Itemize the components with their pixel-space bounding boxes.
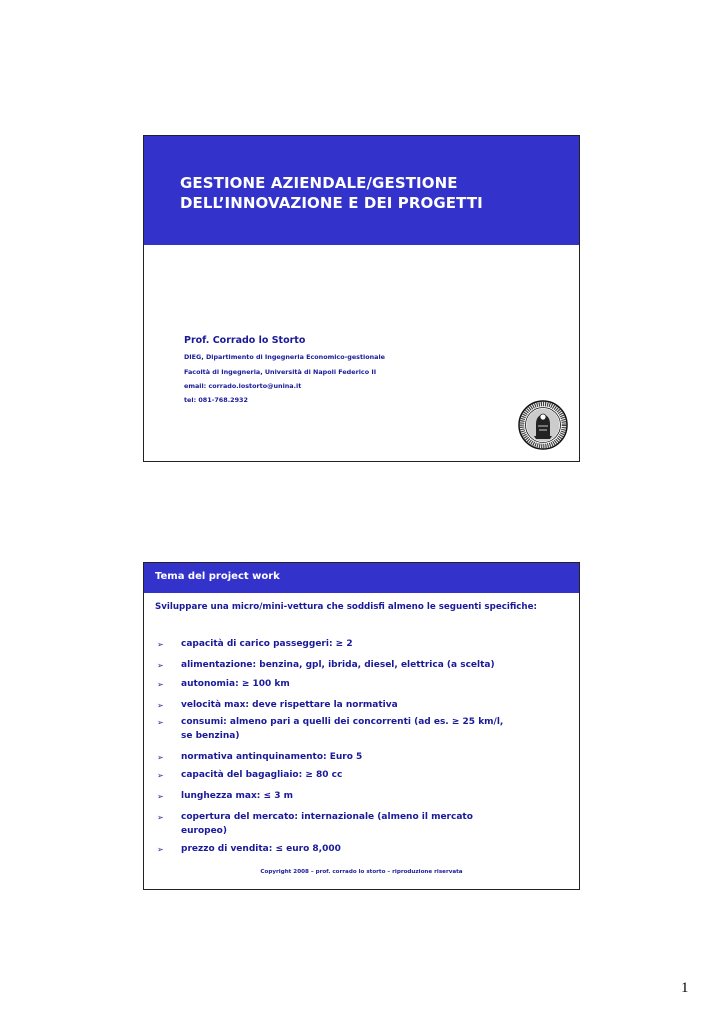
title-banner <box>144 136 579 245</box>
intro-text: Sviluppare una micro/mini-vettura che soddisfi almeno le seguenti specifiche: <box>155 602 537 612</box>
list-item: lunghezza max: ≤ 3 m <box>181 791 293 801</box>
professor-name: Prof. Corrado lo Storto <box>184 335 306 346</box>
email-line: email: corrado.lostorto@unina.it <box>184 382 302 390</box>
university-seal-icon <box>518 400 568 450</box>
arrow-bullet-icon: ➢ <box>157 661 164 670</box>
slide-title-line-2: DELL’INNOVAZIONE E DEI PROGETTI <box>180 194 483 212</box>
content-slide-header <box>144 563 579 593</box>
arrow-bullet-icon: ➢ <box>157 640 164 649</box>
arrow-bullet-icon: ➢ <box>157 771 164 780</box>
slide-title <box>180 173 560 213</box>
list-item: alimentazione: benzina, gpl, ibrida, diesel, elettrica (a scelta) <box>181 660 495 670</box>
list-item: velocità max: deve rispettare la normativa <box>181 700 398 710</box>
copyright-notice: Copyright 2008 – prof. corrado lo storto – riproduzione riservata <box>260 869 463 875</box>
list-item-continuation: se benzina) <box>181 731 240 741</box>
arrow-bullet-icon: ➢ <box>157 813 164 822</box>
faculty-line: Facoltà di Ingegneria, Università di Napoli Federico II <box>184 368 377 376</box>
department-line: DIEG, Dipartimento di Ingegneria Economico-gestionale <box>184 353 386 361</box>
arrow-bullet-icon: ➢ <box>157 792 164 801</box>
slide-title-line-1: GESTIONE AZIENDALE/GESTIONE <box>180 174 458 192</box>
arrow-bullet-icon: ➢ <box>157 701 164 710</box>
arrow-bullet-icon: ➢ <box>157 718 164 727</box>
content-slide-title: Tema del project work <box>155 571 280 582</box>
arrow-bullet-icon: ➢ <box>157 753 164 762</box>
list-item: consumi: almeno pari a quelli dei concorrenti (ad es. ≥ 25 km/l, <box>181 717 504 727</box>
page-number: 1 <box>681 980 689 996</box>
list-item: capacità di carico passeggeri: ≥ 2 <box>181 639 353 649</box>
arrow-bullet-icon: ➢ <box>157 680 164 689</box>
content-slide <box>143 562 580 890</box>
list-item: autonomia: ≥ 100 km <box>181 679 290 689</box>
list-item: copertura del mercato: internazionale (almeno il mercato <box>181 812 473 822</box>
list-item: prezzo di vendita: ≤ euro 8,000 <box>181 844 341 854</box>
list-item-continuation: europeo) <box>181 826 227 836</box>
title-slide <box>143 135 580 462</box>
phone-line: tel: 081-768.2932 <box>184 396 248 404</box>
list-item: normativa antinquinamento: Euro 5 <box>181 752 363 762</box>
list-item: capacità del bagagliaio: ≥ 80 cc <box>181 770 343 780</box>
arrow-bullet-icon: ➢ <box>157 845 164 854</box>
